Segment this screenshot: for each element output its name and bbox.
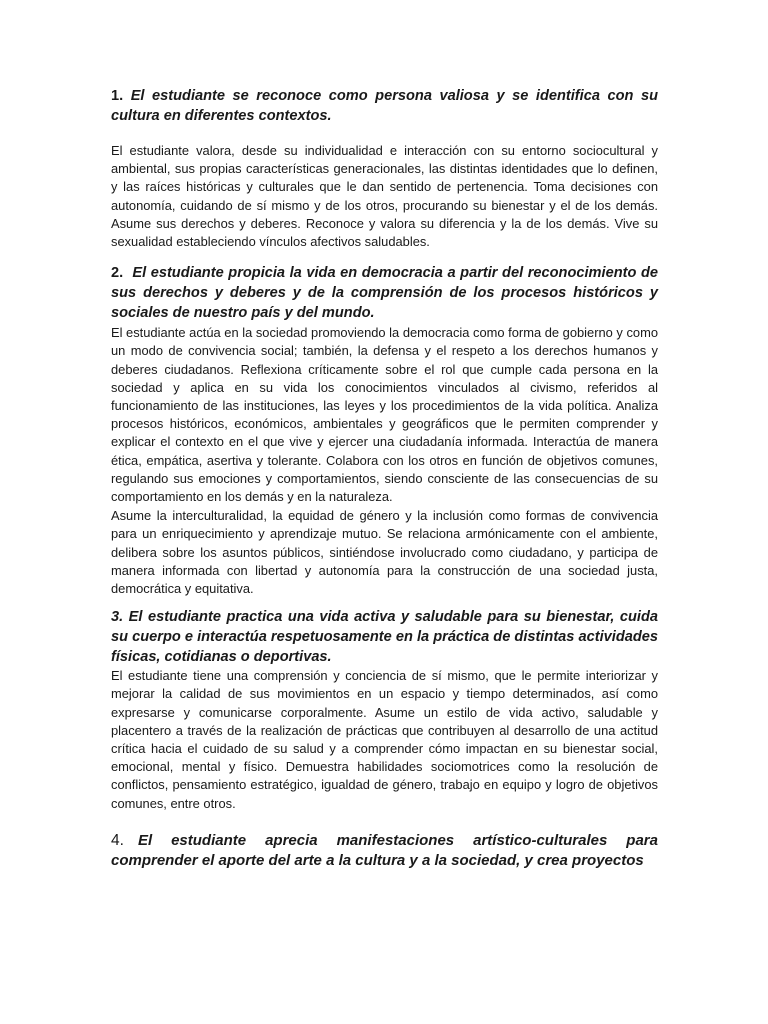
section-2-heading xyxy=(111,263,658,323)
section-1-number: 1. xyxy=(111,88,124,104)
section-2-title: El estudiante propicia la vida en democracia a partir del reconocimiento de sus derechos y deberes y de la comprensión de los procesos históricos y sociales de nuestro país y del mundo. xyxy=(111,265,658,322)
section-4-number: 4. xyxy=(111,831,124,849)
section-4-heading xyxy=(111,831,658,871)
section-3 xyxy=(111,607,658,813)
section-1 xyxy=(111,86,658,251)
section-1-paragraph-1: El estudiante valora, desde su individualidad e interacción con su entorno sociocultural y ambiental, sus propias características generacionales, las distintas identidades que lo definen, y las raíces históricas y culturales que le dan sentido de pertenencia. Toma decisiones con autonomía, cuidando de sí mismo y de los otros, procurando su bienestar y el de los demás. Asume sus derechos y deberes. Reconoce y valora su diferencia y la de los demás. Vive su sexualidad estableciendo vínculos afectivos saludables. xyxy=(111,143,658,250)
section-2-paragraph-2: Asume la interculturalidad, la equidad de género y la inclusión como formas de convivencia para un enriquecimiento y aprendizaje mutuo. Se relaciona armónicamente con el ambiente, delibera sobre los asuntos públicos, sintiéndose involucrado como ciudadano, y participa de manera informada con libertad y autonomía para la construcción de una sociedad justa, democrática y equitativa. xyxy=(111,508,658,597)
section-4-title: El estudiante aprecia manifestaciones artístico-culturales para comprender el aporte del arte a la cultura y a la sociedad, y crea proyectos xyxy=(111,831,658,869)
section-3-title: El estudiante practica una vida activa y saludable para su bienestar, cuida su cuerpo e interactúa respetuosamente en la práctica de distintas actividades físicas, cotidianas o deportivas. xyxy=(111,609,658,666)
section-1-heading xyxy=(111,86,658,126)
section-2-number: 2. xyxy=(111,265,124,282)
section-2 xyxy=(111,263,658,598)
section-3-paragraph-1: El estudiante tiene una comprensión y conciencia de sí mismo, que le permite interiorizar y mejorar la calidad de sus movimientos en un espacio y tiempo determinados, así como expresarse y comunicarse corporalmente. Asume un estilo de vida activo, saludable y placentero a través de la realización de prácticas que contribuyen al desarrollo de una actitud crítica hacia el cuidado de su salud y a comprender cómo impactan en su bienestar social, emocional, mental y físico. Demuestra habilidades sociomotrices como la resolución de conflictos, pensamiento estratégico, igualdad de género, trabajo en equipo y logro de objetivos comunes, entre otros. xyxy=(111,668,658,811)
section-1-title: El estudiante se reconoce como persona valiosa y se identifica con su cultura en diferentes contextos. xyxy=(111,88,658,124)
section-2-paragraph-1: El estudiante actúa en la sociedad promoviendo la democracia como forma de gobierno y como un modo de convivencia social; también, la defensa y el respeto a los derechos humanos y deberes ciudadanos. Reflexiona críticamente sobre el rol que cumple cada persona en la sociedad y aplica en su vida los conocimientos vinculados al civismo, referidos al funcionamiento de las instituciones, las leyes y los procedimientos de la vida política. Analiza procesos históricos, económicos, ambientales y geográficos que le permiten comprender y explicar el contexto en el que vive y ejercer una ciudadanía informada. Interactúa de manera ética, empática, asertiva y tolerante. Colabora con los otros en función de objetivos comunes, regulando sus emociones y comportamientos, siendo consciente de las consecuencias de su comportamiento en los demás y en la naturaleza. xyxy=(111,325,658,505)
section-4 xyxy=(111,831,658,871)
section-3-number: 3. xyxy=(111,609,124,626)
document-page xyxy=(111,86,658,871)
section-3-heading xyxy=(111,607,658,667)
